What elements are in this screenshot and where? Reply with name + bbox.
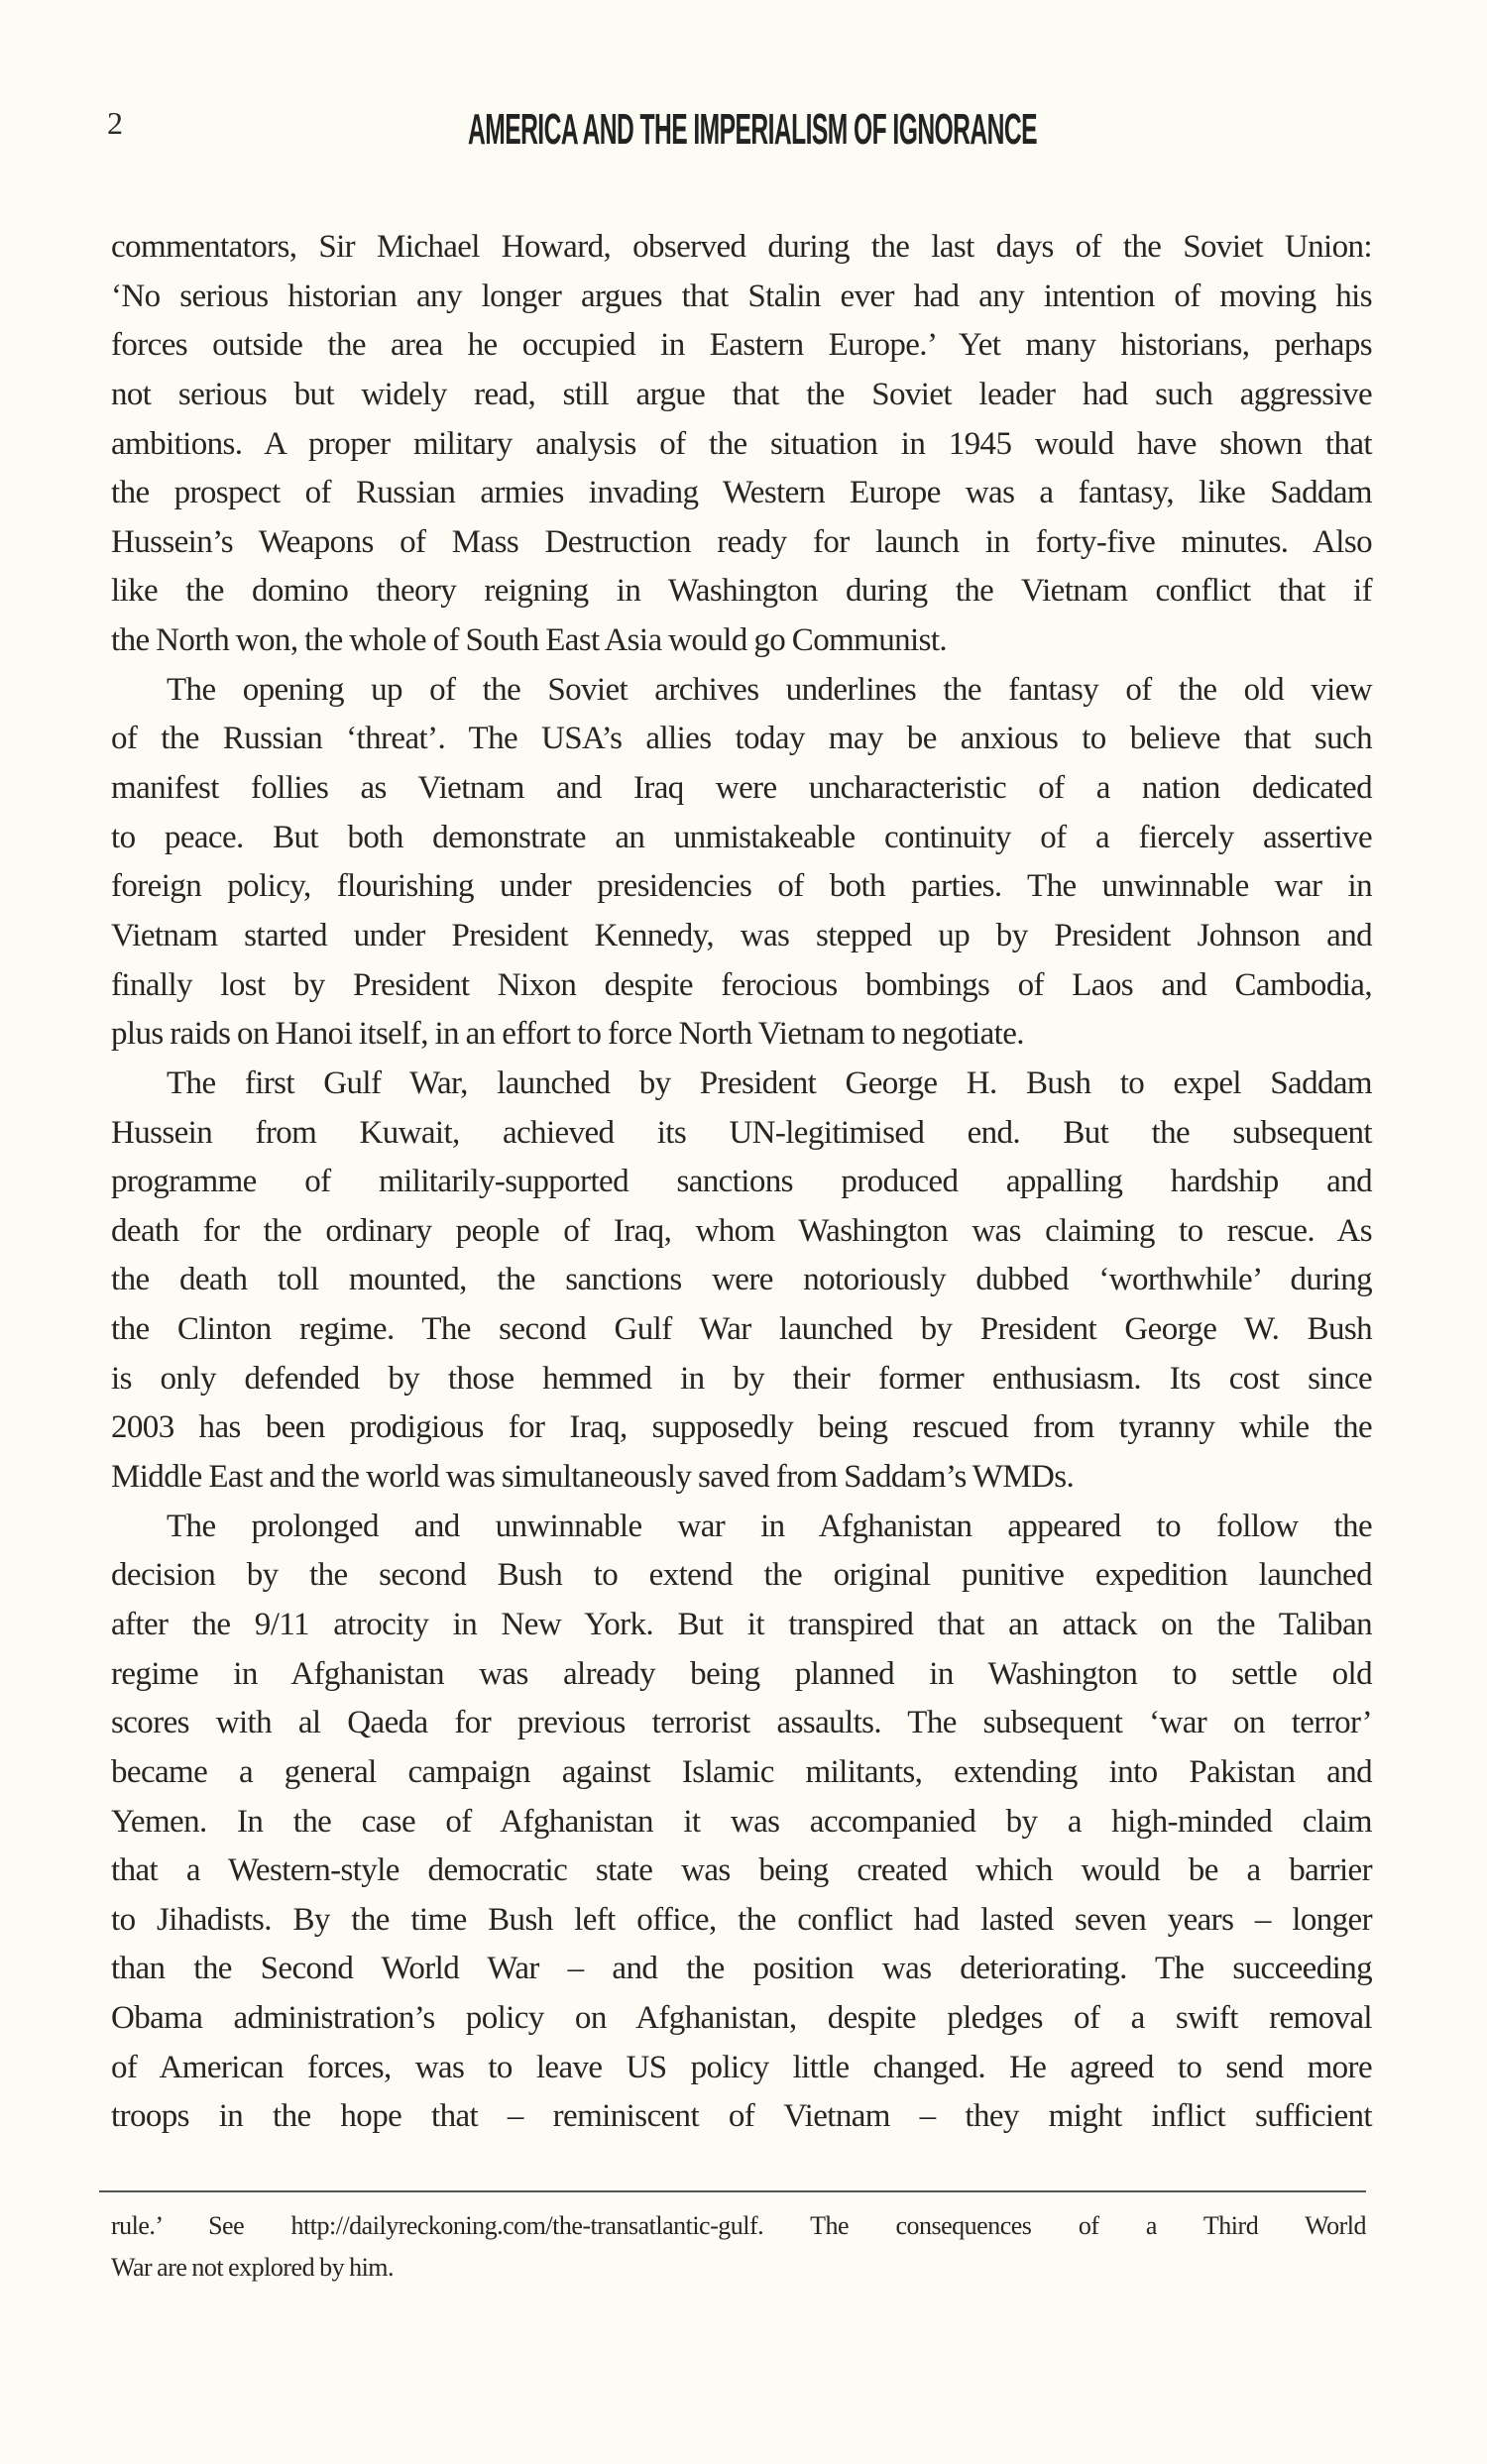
text-line: the North won, the whole of South East Asia would go Communist. xyxy=(111,622,948,659)
text-line: death for the ordinary people of Iraq, whom Washington was claiming to rescue. As xyxy=(111,1212,1372,1249)
text-line: the Clinton regime. The second Gulf War launched by President George W. Bush xyxy=(111,1311,1372,1348)
text-line: Yemen. In the case of Afghanistan it was accompanied by a high-minded claim xyxy=(111,1803,1372,1840)
text-line: plus raids on Hanoi itself, in an effort to force North Vietnam to negotiate. xyxy=(111,1016,1024,1053)
text-line: than the Second World War – and the position was deteriorating. The succeeding xyxy=(111,1951,1372,1987)
text-line: like the domino theory reigning in Washington during the Vietnam conflict that if xyxy=(111,573,1372,610)
paragraph xyxy=(111,666,1372,1060)
text-line: scores with al Qaeda for previous terrorist assaults. The subsequent ‘war on terror’ xyxy=(111,1705,1372,1741)
text-line: became a general campaign against Islamic militants, extending into Pakistan and xyxy=(111,1753,1372,1790)
text-line: is only defended by those hemmed in by their former enthusiasm. Its cost since xyxy=(111,1360,1372,1397)
text-line: manifest follies as Vietnam and Iraq were uncharacteristic of a nation dedicated xyxy=(111,770,1372,807)
footnote-divider xyxy=(99,2190,1366,2192)
text-line: forces outside the area he occupied in Eastern Europe.’ Yet many historians, perhaps xyxy=(111,327,1372,364)
text-line: Obama administration’s policy on Afghanistan, despite pledges of a swift removal xyxy=(111,2000,1372,2037)
paragraph xyxy=(111,1503,1372,2142)
text-line: the death toll mounted, the sanctions were notoriously dubbed ‘worthwhile’ during xyxy=(111,1262,1372,1298)
text-line: Middle East and the world was simultaneously saved from Saddam’s WMDs. xyxy=(111,1459,1075,1496)
body-text xyxy=(111,223,1372,2142)
running-head-text: AMERICA AND THE IMPERIALISM OF IGNORANCE xyxy=(468,105,1037,154)
footnote-line: rule.’ See http://dailyreckoning.com/the-transatlantic-gulf. The consequences of a Third World xyxy=(111,2211,1366,2240)
text-line: The first Gulf War, launched by President George H. Bush to expel Saddam xyxy=(167,1064,1372,1101)
text-line: of the Russian ‘threat’. The USA’s allies today may be anxious to believe that such xyxy=(111,721,1372,757)
text-line: to peace. But both demonstrate an unmistakeable continuity of a fiercely assertive xyxy=(111,819,1372,855)
text-line: regime in Afghanistan was already being planned in Washington to settle old xyxy=(111,1655,1372,1692)
text-line: The opening up of the Soviet archives underlines the fantasy of the old view xyxy=(167,671,1372,708)
text-line: decision by the second Bush to extend the original punitive expedition launched xyxy=(111,1557,1372,1594)
text-line: that a Western-style democratic state was being created which would be a barrier xyxy=(111,1852,1372,1889)
text-line: ambitions. A proper military analysis of the situation in 1945 would have shown that xyxy=(111,425,1372,462)
text-line: troops in the hope that – reminiscent of Vietnam – they might inflict sufficient xyxy=(111,2098,1372,2135)
text-line: the prospect of Russian armies invading Western Europe was a fantasy, like Saddam xyxy=(111,475,1372,511)
text-line: not serious but widely read, still argue that the Soviet leader had such aggressive xyxy=(111,376,1372,412)
footnote xyxy=(111,2205,1366,2289)
text-line: Hussein from Kuwait, achieved its UN-legitimised end. But the subsequent xyxy=(111,1114,1372,1151)
text-line: Vietnam started under President Kennedy, was stepped up by President Johnson and xyxy=(111,917,1372,953)
text-line: to Jihadists. By the time Bush left office, the conflict had lasted seven years – longer xyxy=(111,1901,1372,1938)
text-line: Hussein’s Weapons of Mass Destruction ready for launch in forty-five minutes. Also xyxy=(111,523,1372,560)
paragraph xyxy=(111,223,1372,666)
paragraph xyxy=(111,1060,1372,1503)
text-line: programme of militarily-supported sanctions produced appalling hardship and xyxy=(111,1164,1372,1200)
text-line: commentators, Sir Michael Howard, observed during the last days of the Soviet Union: xyxy=(111,229,1372,265)
text-line: of American forces, was to leave US policy little changed. He agreed to send more xyxy=(111,2049,1372,2085)
text-line: after the 9/11 atrocity in New York. But it transpired that an attack on the Taliban xyxy=(111,1606,1372,1642)
text-line: foreign policy, flourishing under presidencies of both parties. The unwinnable war in xyxy=(111,868,1372,905)
text-line: ‘No serious historian any longer argues that Stalin ever had any intention of moving his xyxy=(111,278,1372,314)
page-number: 2 xyxy=(107,105,123,141)
footnote-line: War are not explored by him. xyxy=(111,2253,395,2282)
text-line: The prolonged and unwinnable war in Afghanistan appeared to follow the xyxy=(167,1508,1372,1544)
running-head xyxy=(468,105,1037,154)
text-line: finally lost by President Nixon despite ferocious bombings of Laos and Cambodia, xyxy=(111,966,1372,1003)
text-line: 2003 has been prodigious for Iraq, supposedly being rescued from tyranny while the xyxy=(111,1409,1372,1446)
